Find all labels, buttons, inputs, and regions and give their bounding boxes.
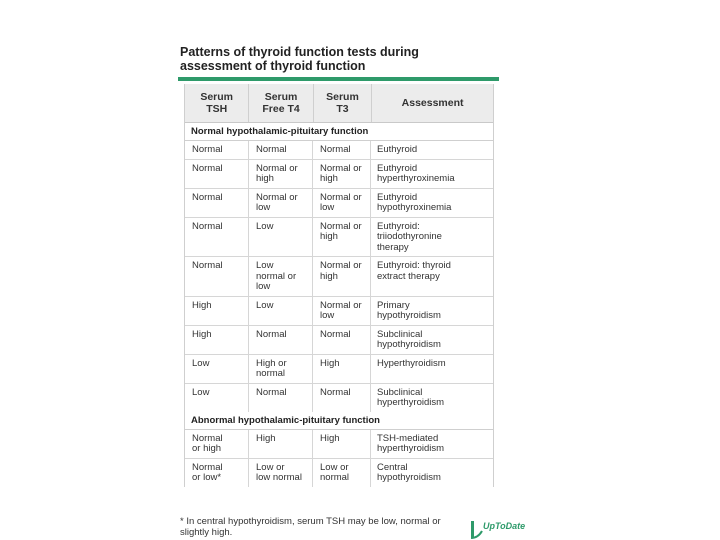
cell-text: Normal	[192, 220, 223, 232]
cell-text: High	[256, 432, 276, 444]
cell-text: High or	[256, 357, 287, 369]
serum-tsh-cell	[185, 297, 249, 325]
cell-text: normal	[256, 368, 286, 379]
cell-text: High	[192, 328, 212, 340]
serum-free-t4-cell	[249, 189, 313, 217]
cell-text: Normal	[320, 386, 351, 398]
cell-text: hypothyroxinemia	[377, 202, 452, 213]
cell-text: hypothyroidism	[377, 472, 441, 483]
serum-t3-cell	[313, 297, 371, 325]
cell-text: Subclinical	[377, 328, 423, 340]
serum-free-t4-cell	[249, 297, 313, 325]
table-row	[185, 189, 493, 218]
cell-text: Hyperthyroidism	[377, 357, 446, 369]
table-row	[185, 218, 493, 258]
cell-text: Euthyroid	[377, 191, 418, 203]
cell-text: normal	[320, 472, 350, 483]
cell-text: high	[320, 173, 338, 184]
title-divider	[178, 77, 499, 81]
serum-free-t4-cell	[249, 218, 313, 257]
header-text: T3	[336, 103, 349, 115]
cell-text: Primary	[377, 299, 410, 311]
uptodate-logo-icon	[468, 517, 484, 540]
cell-text: Normal	[256, 144, 287, 155]
cell-text: Normal or	[256, 191, 298, 203]
cell-text: Euthyroid:	[377, 220, 420, 232]
table-row	[185, 326, 493, 355]
serum-tsh-cell	[185, 430, 249, 458]
cell-text: triiodothyronine	[377, 231, 442, 242]
table-row	[185, 160, 493, 189]
cell-text: low	[320, 310, 335, 321]
header-serum-t3	[314, 84, 372, 122]
cell-text: hypothyroidism	[377, 339, 441, 350]
cell-text: Normal or	[320, 191, 362, 203]
cell-text: Low	[256, 220, 274, 232]
cell-text: Normal	[320, 328, 351, 340]
cell-text: Euthyroid: thyroid	[377, 260, 451, 271]
serum-free-t4-cell	[249, 384, 313, 412]
footnote-line-1: * In central hypothyroidism, serum TSH may be low, normal or	[180, 516, 441, 527]
serum-free-t4-cell	[249, 141, 313, 159]
serum-free-t4-cell	[249, 459, 313, 487]
cell-text: High	[320, 432, 340, 444]
cell-text: Low	[256, 299, 274, 311]
table-row	[185, 459, 493, 487]
cell-text: Normal	[192, 144, 223, 155]
cell-text: Normal	[256, 386, 287, 398]
table-row	[185, 297, 493, 326]
cell-text: Normal	[192, 162, 223, 174]
header-serum-tsh	[185, 84, 249, 122]
serum-tsh-cell	[185, 218, 249, 257]
table-row	[185, 384, 493, 412]
serum-t3-cell	[313, 326, 371, 354]
cell-text: high	[320, 231, 338, 242]
cell-text: extract therapy	[377, 270, 440, 282]
cell-text: Normal or	[320, 162, 362, 174]
serum-t3-cell	[313, 160, 371, 188]
serum-t3-cell	[313, 257, 371, 296]
header-text: Serum	[264, 91, 298, 103]
cell-text: low normal	[256, 472, 302, 483]
assessment-cell	[371, 218, 493, 257]
cell-text: hyperthyroxinemia	[377, 173, 455, 184]
cell-text: Normal	[192, 260, 223, 271]
header-serum-free-t4	[249, 84, 313, 122]
assessment-cell	[371, 189, 493, 217]
serum-t3-cell	[313, 218, 371, 257]
cell-text: Central	[377, 461, 408, 473]
cell-text: low	[256, 202, 271, 213]
cell-text: Normal or	[256, 162, 298, 174]
cell-text: high	[320, 270, 338, 282]
serum-t3-cell	[313, 355, 371, 383]
serum-free-t4-cell	[249, 355, 313, 383]
header-text: TSH	[206, 103, 228, 115]
assessment-cell	[371, 141, 493, 159]
cell-text: Normal	[192, 432, 223, 444]
serum-t3-cell	[313, 459, 371, 487]
uptodate-logo	[468, 517, 528, 540]
serum-tsh-cell	[185, 459, 249, 487]
page-title	[180, 45, 419, 73]
cell-text: therapy	[377, 241, 409, 253]
cell-text: Normal	[256, 328, 287, 340]
serum-tsh-cell	[185, 326, 249, 354]
cell-text: TSH-mediated	[377, 432, 439, 444]
cell-text: low	[320, 202, 335, 213]
section-header: Abnormal hypothalamic-pituitary function	[185, 412, 493, 430]
serum-free-t4-cell	[249, 257, 313, 296]
assessment-cell	[371, 160, 493, 188]
header-text: Free T4	[262, 103, 300, 115]
cell-text: hyperthyroidism	[377, 443, 445, 454]
assessment-cell	[371, 326, 493, 354]
cell-text: hyperthyroidism	[377, 397, 445, 408]
assessment-cell	[371, 430, 493, 458]
serum-free-t4-cell	[249, 430, 313, 458]
cell-text: or high	[192, 443, 222, 454]
cell-text: Low or	[320, 461, 349, 473]
cell-text: Low or	[256, 461, 285, 473]
serum-free-t4-cell	[249, 326, 313, 354]
cell-text: Normal or	[320, 220, 362, 232]
serum-t3-cell	[313, 430, 371, 458]
table-header	[185, 84, 493, 123]
footnote-line-2: slightly high.	[180, 527, 233, 538]
serum-t3-cell	[313, 189, 371, 217]
cell-text: Normal	[320, 144, 351, 155]
title-line-1: Patterns of thyroid function tests during	[180, 45, 419, 59]
table-row	[185, 430, 493, 459]
serum-free-t4-cell	[249, 160, 313, 188]
serum-tsh-cell	[185, 384, 249, 412]
cell-text: High	[192, 299, 212, 311]
header-text: Assessment	[401, 97, 464, 109]
cell-text: Low	[192, 357, 210, 369]
serum-t3-cell	[313, 384, 371, 412]
assessment-cell	[371, 257, 493, 296]
cell-text: Normal or	[320, 299, 362, 311]
cell-text: Subclinical	[377, 386, 423, 398]
assessment-cell	[371, 384, 493, 412]
cell-text: high	[256, 173, 274, 184]
serum-t3-cell	[313, 141, 371, 159]
assessment-cell	[371, 355, 493, 383]
cell-text: Normal	[192, 461, 223, 473]
title-line-2: assessment of thyroid function	[180, 59, 366, 73]
cell-text: High	[320, 357, 340, 369]
cell-text: hypothyroidism	[377, 310, 441, 321]
table-row	[185, 141, 493, 160]
table-body	[185, 123, 493, 487]
table-row	[185, 257, 493, 297]
cell-text: low	[256, 281, 271, 292]
cell-text: Normal	[192, 191, 223, 203]
cell-text: Low	[192, 386, 210, 398]
serum-tsh-cell	[185, 257, 249, 296]
header-text: Serum	[200, 91, 234, 103]
serum-tsh-cell	[185, 189, 249, 217]
cell-text: Euthyroid	[377, 144, 418, 155]
assessment-cell	[371, 297, 493, 325]
serum-tsh-cell	[185, 355, 249, 383]
cell-text: or low*	[192, 472, 222, 483]
table-row	[185, 355, 493, 384]
serum-tsh-cell	[185, 141, 249, 159]
footnote	[180, 516, 441, 538]
section-header: Normal hypothalamic-pituitary function	[185, 123, 493, 141]
logo-text: UpToDate	[483, 521, 526, 531]
header-text: Serum	[326, 91, 359, 103]
cell-text: Normal or	[320, 260, 362, 271]
header-assessment	[372, 84, 493, 122]
assessment-cell	[371, 459, 493, 487]
cell-text: Euthyroid	[377, 162, 418, 174]
thyroid-function-table	[184, 84, 494, 487]
serum-tsh-cell	[185, 160, 249, 188]
cell-text: normal or	[256, 270, 297, 282]
cell-text: Low	[256, 260, 274, 271]
